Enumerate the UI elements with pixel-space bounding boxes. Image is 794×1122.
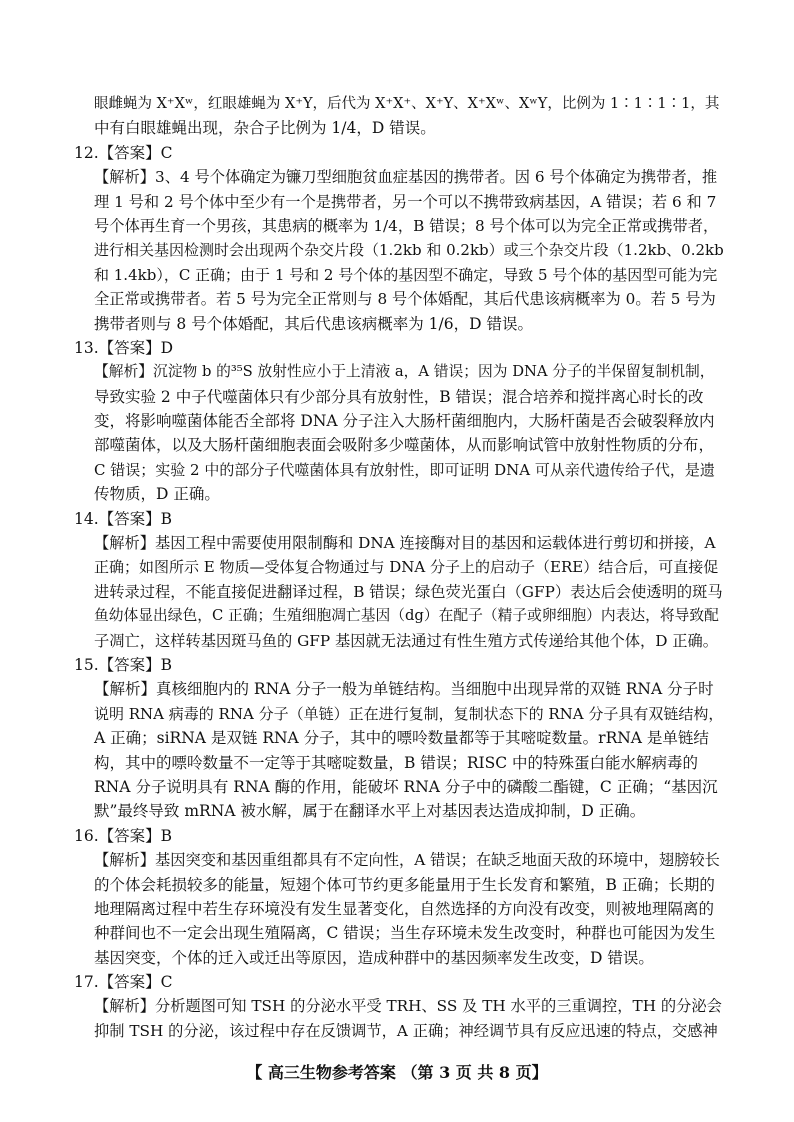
- answer-heading: 17.【答案】C: [74, 973, 173, 992]
- explanation-line: 号个体再生育一个男孩，其患病的概率为 1/4，B 错误；8 号个体可以为完全正常或携带者，: [94, 216, 719, 235]
- explanation-line: 的个体会耗损较多的能量，短翅个体可节约更多能量用于生长发育和繁殖，B 正确；长期的: [94, 875, 715, 894]
- explanation-line: 地理隔离过程中若生存环境没有发生显著变化，自然选择的方向没有改变，则被地理隔离的: [94, 899, 715, 918]
- explanation-line: 基因突变，个体的迁入或迁出等原因，造成种群中的基因频率发生改变，D 错误。: [94, 948, 654, 967]
- explanation-line: 【解析】分析题图可知 TSH 的分泌水平受 TRH、SS 及 TH 水平的三重调控，TH 的分泌会: [94, 997, 722, 1016]
- explanation-line: 导致实验 2 中子代噬菌体只有少部分具有放射性，B 错误；混合培养和搅拌离心时长的改: [94, 387, 704, 406]
- explanation-line: 【解析】3、4 号个体确定为镰刀型细胞贫血症基因的携带者。因 6 号个体确定为携带者，推: [94, 168, 718, 187]
- explanation-line: 全正常或携带者。若 5 号为完全正常则与 8 号个体婚配，其后代患该病概率为 0。若 5 号为: [94, 290, 716, 309]
- explanation-line: 【解析】沉淀物 b 的³⁵S 放射性应小于上清液 a，A 错误；因为 DNA 分子的半保留复制机制，: [94, 363, 715, 381]
- explanation-line: C 错误；实验 2 中的部分子代噬菌体具有放射性，即可证明 DNA 可从亲代遗传给子代，是遗: [94, 460, 715, 479]
- explanation-line: 说明 RNA 病毒的 RNA 分子（单链）正在进行复制，复制状态下的 RNA 分子具有双链结构，: [94, 704, 724, 723]
- explanation-line: A 正确；siRNA 是双链 RNA 分子，其中的嘌呤数量都等于其嘧啶数量。rRNA 是单链结: [94, 729, 709, 748]
- explanation-line: 进转录过程，不能直接促进翻译过程，B 错误；绿色荧光蛋白（GFP）表达后会使透明的斑马: [94, 582, 723, 601]
- explanation-line: 变，将影响噬菌体能否全部将 DNA 分子注入大肠杆菌细胞内，大肠杆菌是否会破裂释放内: [94, 412, 715, 431]
- explanation-line: 鱼幼体显出绿色，C 正确；生殖细胞凋亡基因（dg）在配子（精子或卵细胞）内表达，将导致配: [94, 607, 719, 625]
- explanation-line: RNA 分子说明具有 RNA 酶的作用，能破坏 RNA 分子中的磷酸二酯键，C 正确；“基因沉: [94, 777, 718, 796]
- answer-heading: 13.【答案】D: [74, 338, 174, 357]
- explanation-line: 种群间也不一定会出现生殖隔离，C 错误；当生存环境未发生改变时，种群也可能因为发生: [94, 924, 716, 943]
- explanation-line: 正确；如图所示 E 物质—受体复合物通过与 DNA 分子上的启动子（ERE）结合后，可直接促: [94, 558, 719, 577]
- answer-heading: 14.【答案】B: [74, 509, 173, 528]
- explanation-line: 抑制 TSH 的分泌，该过程中存在反馈调节，A 正确；神经调节具有反应迅速的特点，交感神: [94, 1021, 718, 1040]
- answer-heading: 12.【答案】C: [74, 143, 173, 162]
- explanation-line: 构，其中的嘌呤数量不一定等于其嘧啶数量，B 错误；RISC 中的特殊蛋白能水解病毒的: [94, 753, 699, 772]
- explanation-line: 和 1.4kb），C 正确；由于 1 号和 2 号个体的基因型不确定，导致 5 号个体的基因型可能为完: [94, 265, 718, 284]
- explanation-line: 传物质，D 正确。: [94, 485, 220, 504]
- explanation-line: 中有白眼雄蝇出现，杂合子比例为 1/4，D 错误。: [94, 119, 436, 138]
- answer-heading: 15.【答案】B: [74, 655, 173, 674]
- explanation-line: 进行相关基因检测时会出现两个杂交片段（1.2kb 和 0.2kb）或三个杂交片段（1.2kb、0.2kb: [94, 241, 724, 260]
- explanation-line: 眼雌蝇为 X⁺Xʷ，红眼雄蝇为 X⁺Y，后代为 X⁺X⁺、X⁺Y、X⁺Xʷ、XʷY，比例为 1∶1∶1∶1，其: [94, 96, 720, 112]
- explanation-line: 部噬菌体，以及大肠杆菌细胞表面会吸附多少噬菌体，从而影响试管中放射性物质的分布，: [94, 436, 715, 455]
- page-footer: 【 高三生物参考答案 （第 3 页 共 8 页】: [246, 1063, 548, 1082]
- explanation-line: 理 1 号和 2 号个体中至少有一个是携带者，另一个可以不携带致病基因，A 错误；若 6 和 7: [94, 192, 717, 211]
- explanation-line: 默”最终导致 mRNA 被水解，属于在翻译水平上对基因表达造成抑制，D 正确。: [94, 802, 646, 821]
- explanation-line: 【解析】基因工程中需要使用限制酶和 DNA 连接酶对目的基因和运载体进行剪切和拼接，A: [94, 534, 716, 553]
- answer-text-body: [74, 92, 724, 1043]
- explanation-line: 子凋亡，这样转基因斑马鱼的 GFP 基因就无法通过有性生殖方式传递给其他个体，D 正确。: [94, 631, 719, 650]
- explanation-line: 携带者则与 8 号个体婚配，其后代患该病概率为 1/6，D 错误。: [94, 314, 533, 333]
- explanation-line: 【解析】真核细胞内的 RNA 分子一般为单链结构。当细胞中出现异常的双链 RNA 分子时: [94, 680, 714, 699]
- answer-heading: 16.【答案】B: [74, 826, 173, 845]
- explanation-line: 【解析】基因突变和基因重组都具有不定向性，A 错误；在缺乏地面天敌的环境中，翅膀较长: [94, 851, 720, 870]
